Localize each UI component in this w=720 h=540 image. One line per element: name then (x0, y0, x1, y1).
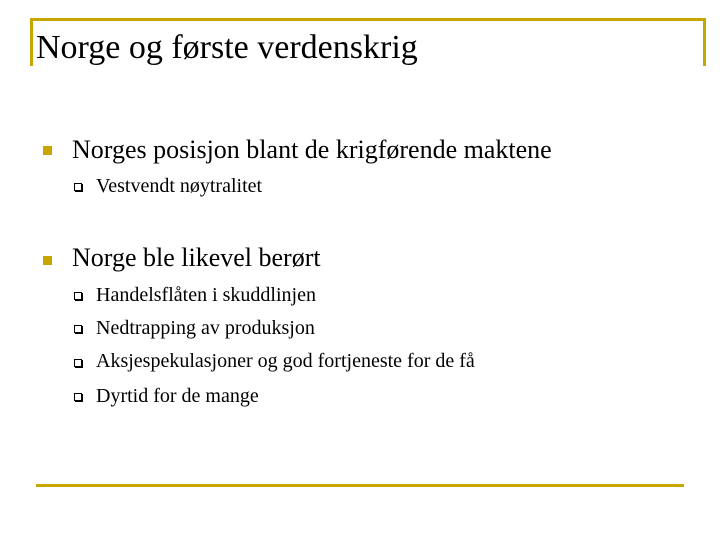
bullet-item: Norge ble likevel berørt (72, 243, 321, 272)
sub-bullet-item: Dyrtid for de mange (96, 385, 259, 407)
bullet-item: Norges posisjon blant de krigførende maktene (72, 135, 552, 164)
sub-bullet-item: Aksjespekulasjoner og god fortjeneste for de få (96, 350, 475, 372)
sub-bullet-item: Handelsflåten i skuddlinjen (96, 284, 316, 306)
title-frame-right-border (703, 18, 706, 66)
footer-rule (36, 484, 684, 487)
sub-bullet-item: Nedtrapping av produksjon (96, 317, 315, 339)
slide-title: Norge og første verdenskrig (36, 29, 418, 66)
title-frame-left-border (30, 18, 33, 66)
hollow-square-bullet-icon (74, 359, 82, 367)
square-bullet-icon (43, 256, 52, 265)
title-frame-top-border (30, 18, 706, 21)
hollow-square-bullet-icon (74, 393, 82, 401)
square-bullet-icon (43, 146, 52, 155)
hollow-square-bullet-icon (74, 183, 82, 191)
sub-bullet-item: Vestvendt nøytralitet (96, 175, 263, 197)
hollow-square-bullet-icon (74, 292, 82, 300)
hollow-square-bullet-icon (74, 325, 82, 333)
